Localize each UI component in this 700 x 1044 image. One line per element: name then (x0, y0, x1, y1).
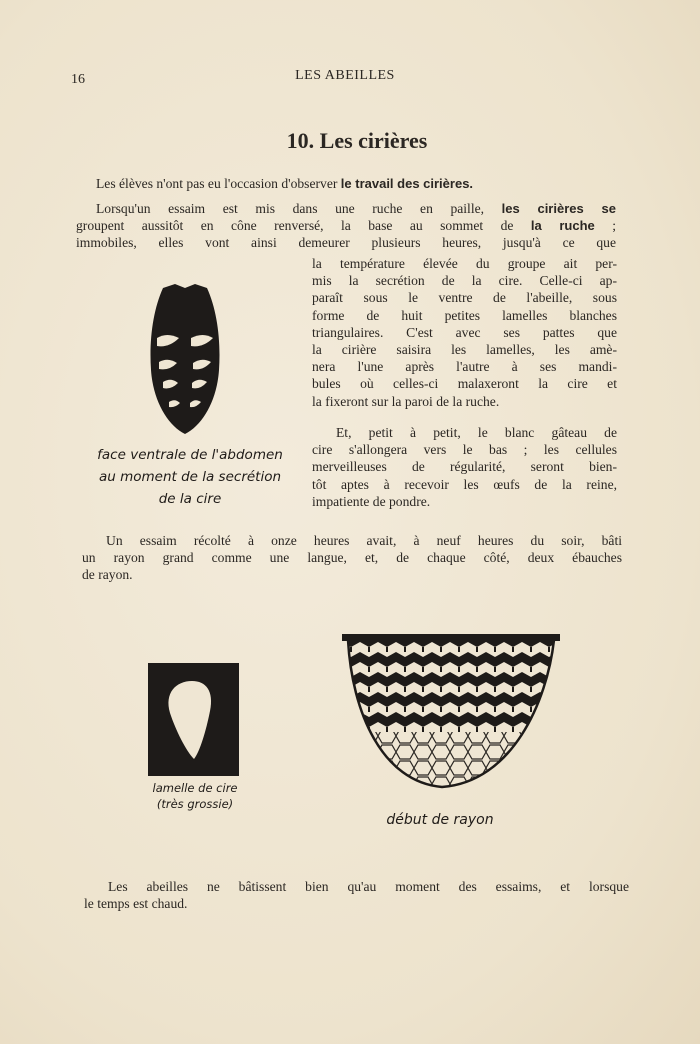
caption-line: lamelle de cire (152, 781, 238, 795)
p4-line: un rayon grand comme une langue, et, de chaque côté, deux ébauches (82, 550, 622, 565)
p4-line: Un essaim récolté à onze heures avait, à neuf heures du soir, bâti (106, 533, 622, 548)
paragraph-4 (82, 532, 622, 583)
caption-line: (très grossie) (156, 797, 234, 811)
p5-line: le temps est chaud. (84, 896, 188, 911)
p3-line: cire s'allongera vers le bas ; les cellules (312, 442, 617, 458)
wrap-line: nera l'une après l'autre à ses mandi- (312, 359, 617, 375)
bee-abdomen-illustration (145, 280, 225, 438)
paragraph-3 (312, 424, 617, 510)
caption-line: au moment de la secrétion (98, 469, 282, 485)
p4-line: de rayon. (82, 567, 133, 582)
p2-line-3: immobiles, elles vont ainsi demeurer plusieurs heures, jusqu'à ce que (76, 235, 616, 250)
rayon-caption: début de rayon (386, 812, 494, 828)
p3-line: tôt aptes à recevoir les œufs de la reine, (312, 476, 617, 492)
wrap-line: mis la secrétion de la cire. Celle-ci ap- (312, 273, 617, 289)
intro-text: Les élèves n'ont pas eu l'occasion d'observer (96, 176, 341, 191)
p3-line: merveilleuses de régularité, seront bien- (312, 459, 617, 475)
abdomen-caption (80, 444, 300, 510)
p2-line-1: Lorsqu'un essaim est mis dans une ruche en paille, les cirières se (96, 201, 616, 216)
paragraph-2 (76, 200, 616, 251)
p3-line: impatiente de pondre. (312, 493, 431, 509)
paragraph-2-wrap (312, 255, 617, 410)
caption-line: face ventrale de l'abdomen (97, 447, 283, 463)
page-number: 16 (71, 72, 85, 87)
wrap-line: la fixeront sur la paroi de la ruche. (312, 393, 500, 409)
honeycomb-illustration (342, 632, 562, 792)
intro-bold: le travail des cirières. (340, 176, 474, 191)
p5-line: Les abeilles ne bâtissent bien qu'au moment des essaims, et lorsque (108, 879, 629, 894)
paragraph-5 (84, 878, 629, 912)
p3-line: Et, petit à petit, le blanc gâteau de (336, 425, 617, 440)
wrap-line: forme de huit petites lamelles blanches (312, 307, 617, 323)
p2-line-2: groupent aussitôt en cône renversé, la base au sommet de la ruche ; (76, 218, 616, 233)
wrap-line: la cirière saisira les lamelles, les amè- (312, 342, 617, 358)
caption-line: de la cire (158, 491, 222, 507)
running-head: LES ABEILLES (295, 68, 395, 83)
wrap-line: bules où celles-ci malaxeront la cire et (312, 376, 617, 392)
chapter-title: 10. Les cirières (286, 128, 428, 153)
intro-paragraph (96, 175, 616, 192)
wrap-line: triangulaires. C'est avec ses pattes que (312, 324, 617, 340)
wax-lamella-illustration (148, 663, 239, 776)
lamelle-caption (140, 780, 250, 812)
wrap-line: la température élevée du groupe ait per- (312, 256, 617, 271)
wrap-line: paraît sous le ventre de l'abeille, sous (312, 290, 617, 306)
